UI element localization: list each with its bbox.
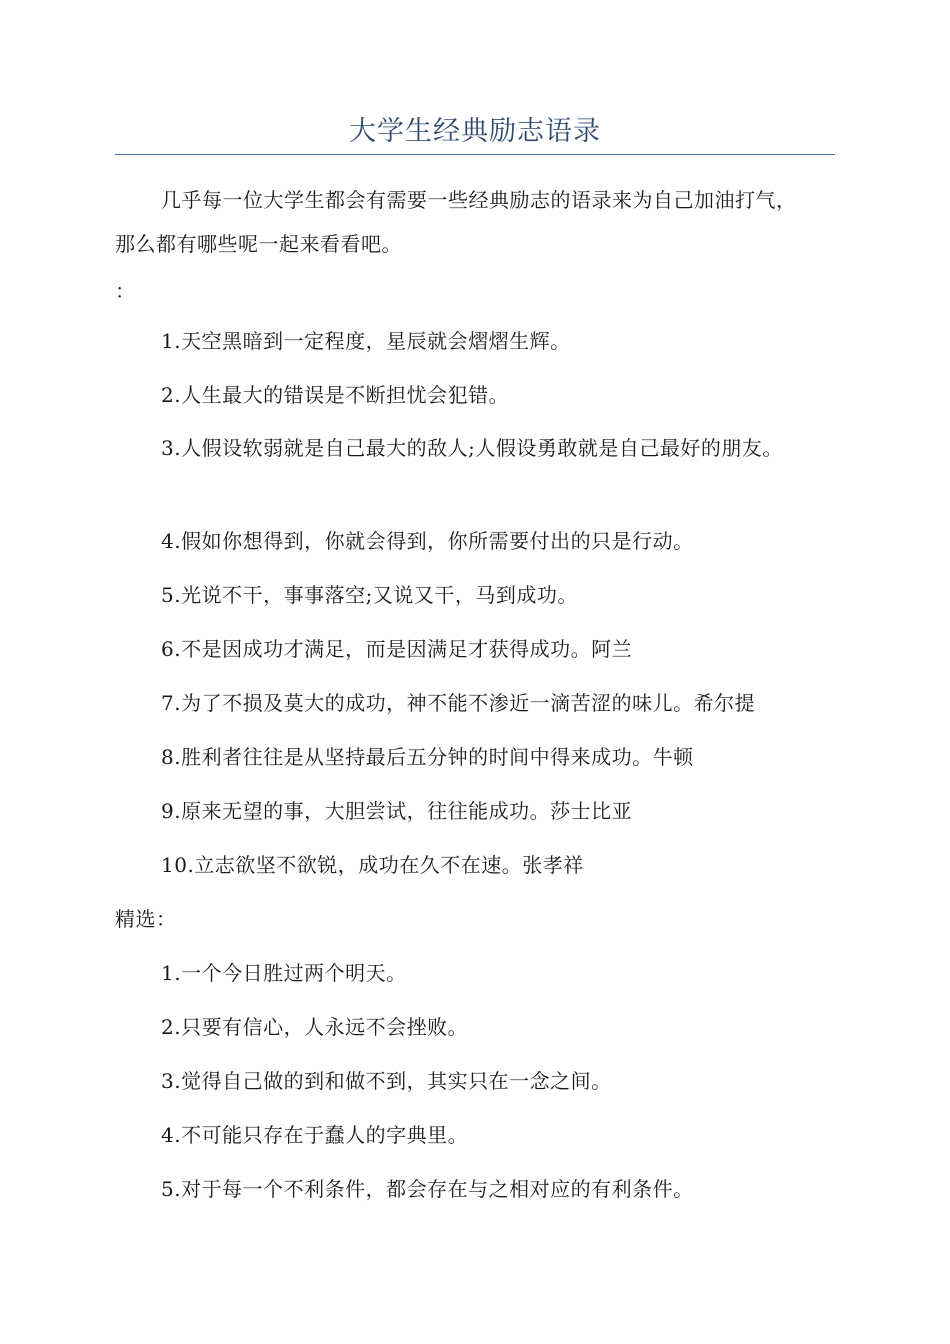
quote-item: 6.不是因成功才满足，而是因满足才获得成功。阿兰 — [161, 637, 633, 661]
featured-quote-item: 3.觉得自己做的到和做不到，其实只在一念之间。 — [161, 1069, 612, 1093]
quote-item: 7.为了不损及莫大的成功，神不能不渗近一滴苦涩的味儿。希尔提 — [161, 691, 756, 715]
quote-item: 1.天空黑暗到一定程度，星辰就会熠熠生辉。 — [161, 329, 571, 353]
section-label-colon: ： — [115, 279, 136, 303]
intro-paragraph: 几乎每一位大学生都会有需要一些经典励志的语录来为自己加油打气，那么都有哪些呢一起来看看吧。 — [115, 188, 797, 256]
document-title: 大学生经典励志语录 — [349, 116, 601, 147]
quote-item: 4.假如你想得到，你就会得到，你所需要付出的只是行动。 — [161, 529, 694, 553]
quote-item: 2.人生最大的错误是不断担忧会犯错。 — [161, 383, 510, 407]
quote-item: 3.人假设软弱就是自己最大的敌人;人假设勇敢就是自己最好的朋友。 — [161, 436, 783, 460]
title-underline — [115, 154, 835, 155]
quote-item: 10.立志欲坚不欲锐，成功在久不在速。张孝祥 — [161, 853, 584, 877]
section-label-featured: 精选： — [115, 907, 177, 931]
featured-quote-item: 5.对于每一个不利条件，都会存在与之相对应的有利条件。 — [161, 1177, 694, 1201]
featured-quote-item: 4.不可能只存在于蠢人的字典里。 — [161, 1123, 469, 1147]
quote-item: 9.原来无望的事，大胆尝试，往往能成功。莎士比亚 — [161, 799, 633, 823]
quote-item: 5.光说不干，事事落空;又说又干，马到成功。 — [161, 583, 578, 607]
quote-item: 8.胜利者往往是从坚持最后五分钟的时间中得来成功。牛顿 — [161, 745, 694, 769]
featured-quote-item: 2.只要有信心，人永远不会挫败。 — [161, 1015, 469, 1039]
featured-quote-item: 1.一个今日胜过两个明天。 — [161, 961, 407, 985]
